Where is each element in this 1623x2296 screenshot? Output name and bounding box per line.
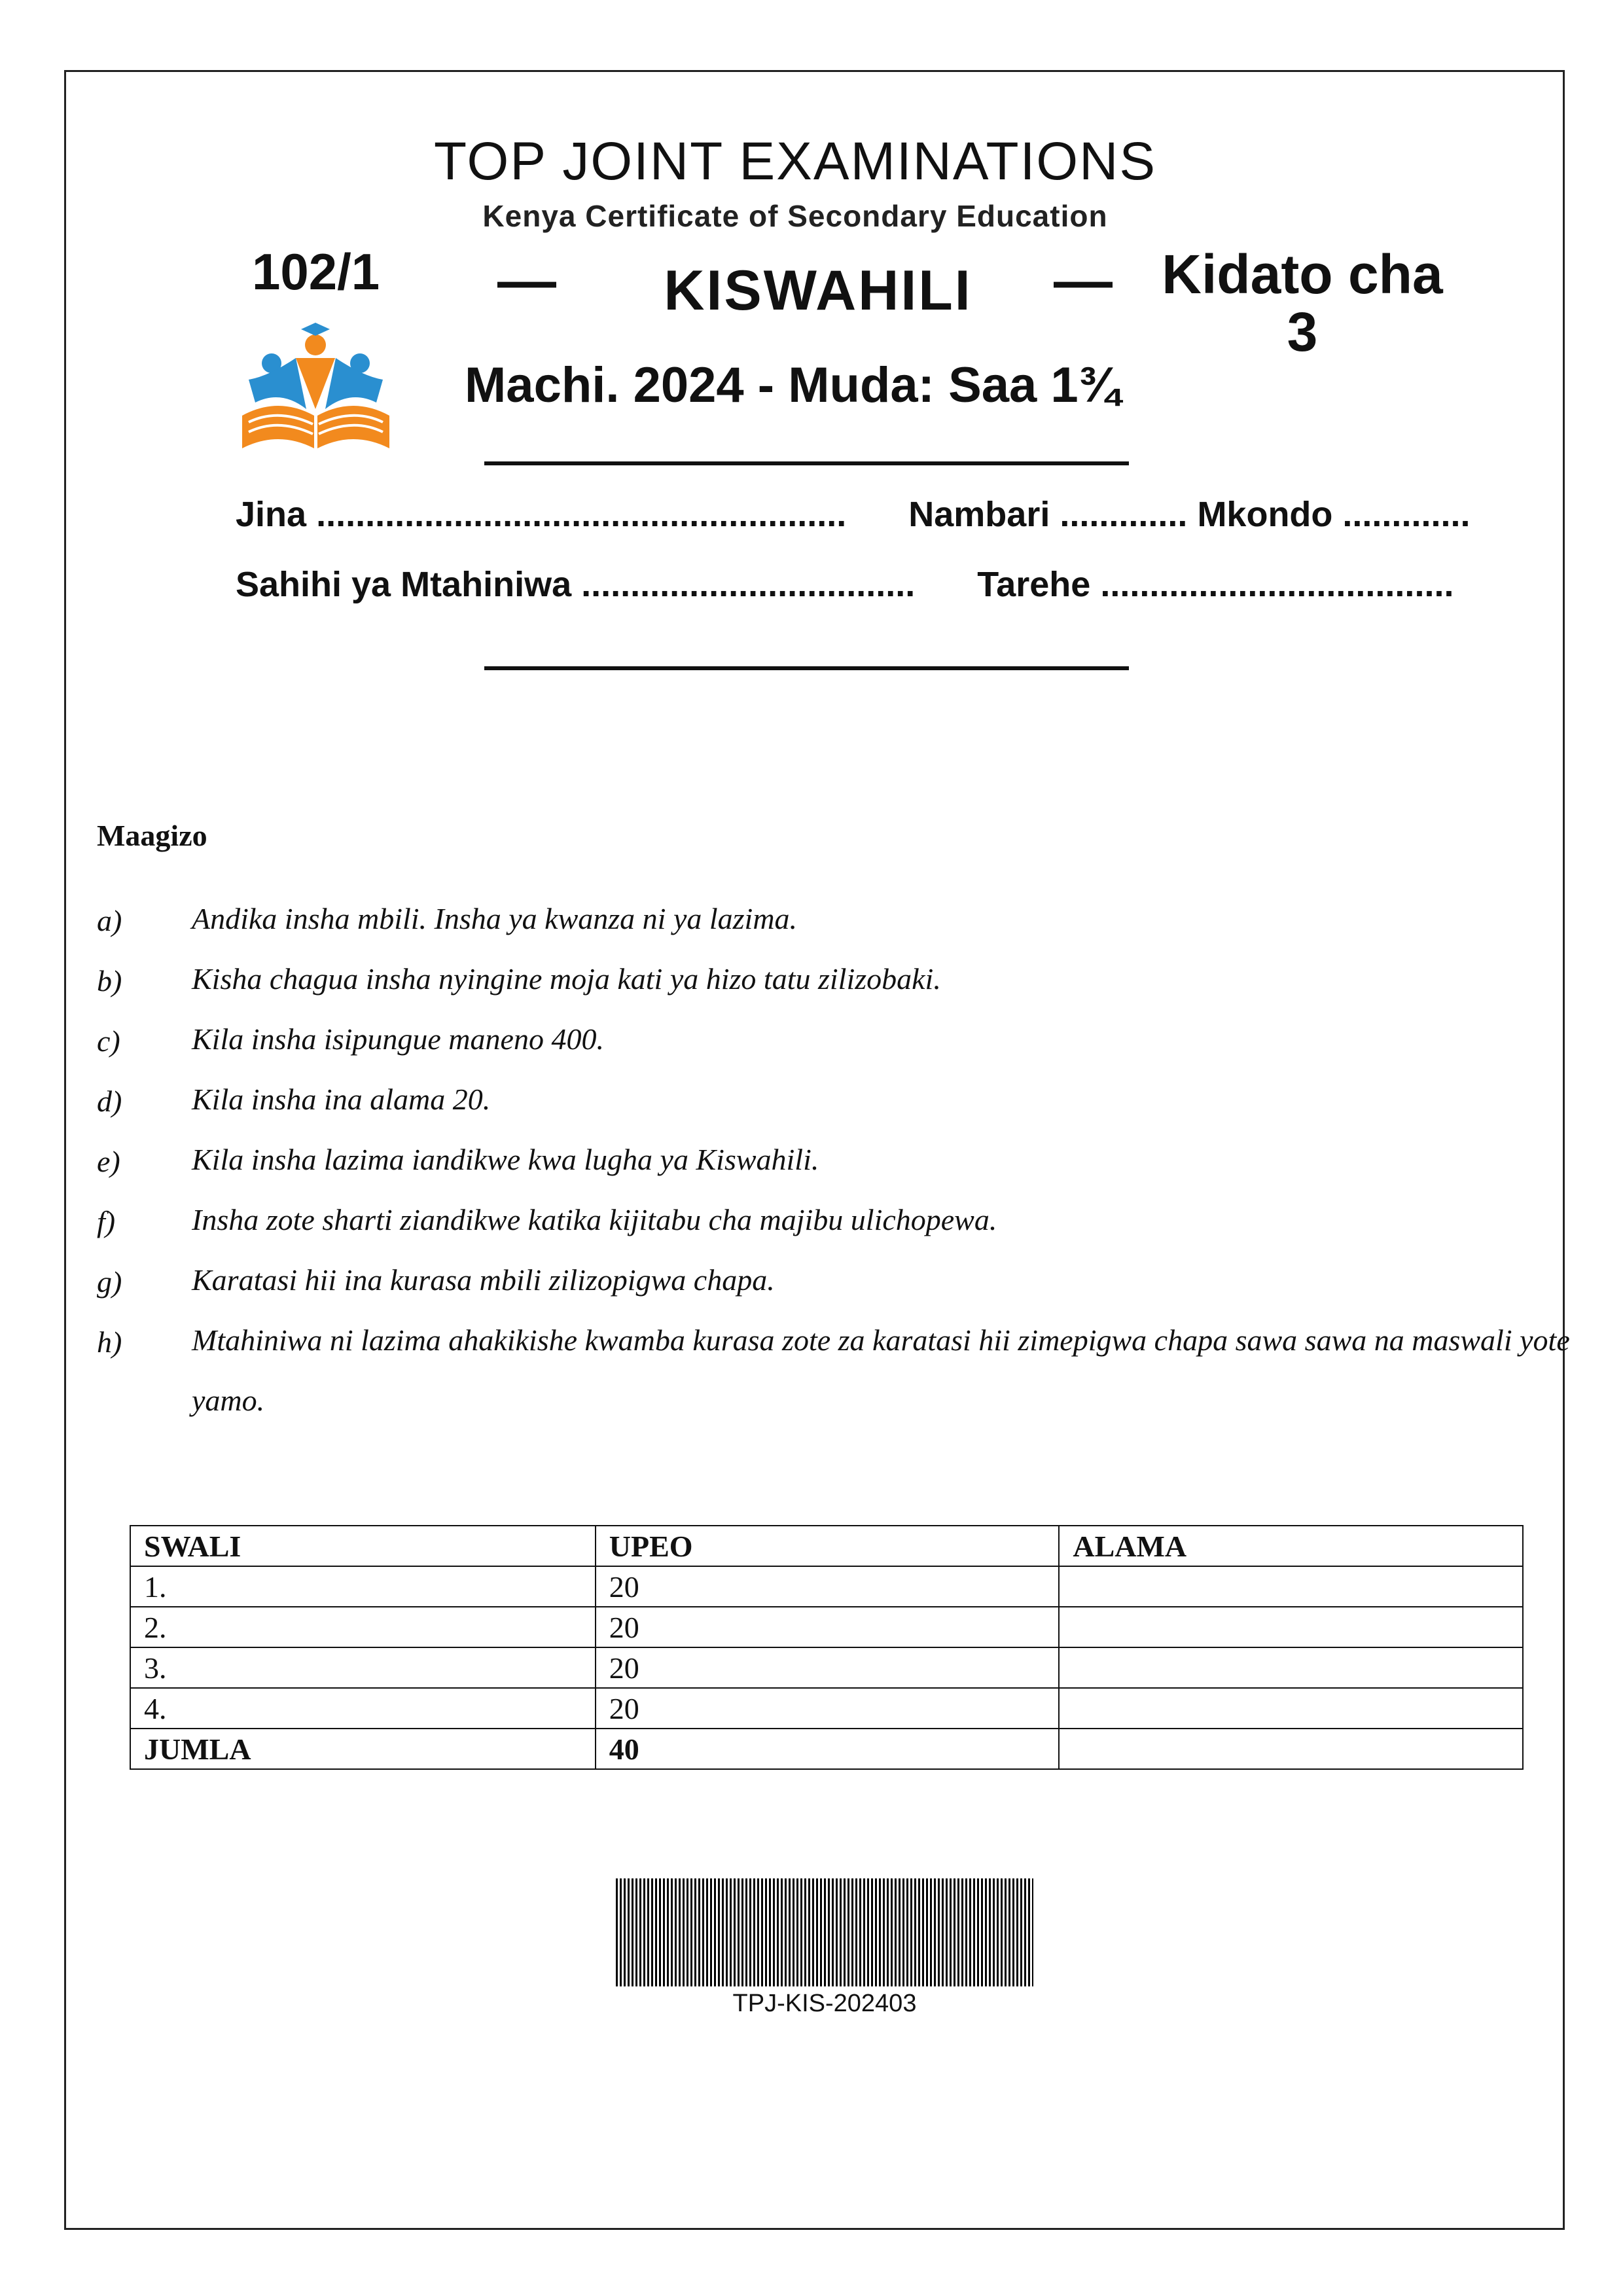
barcode-bar	[796, 1878, 798, 1986]
form-level-line1: Kidato cha	[1162, 243, 1443, 305]
header-divider-top	[484, 461, 1129, 465]
barcode-bar	[620, 1878, 622, 1986]
education-book-people-logo-icon	[236, 317, 396, 455]
instruction-text: Karatasi hii ina kurasa mbili zilizopigwa chapa.	[192, 1263, 775, 1297]
barcode-bar	[895, 1878, 897, 1986]
barcode-bar	[714, 1878, 716, 1986]
barcode-bar	[997, 1878, 999, 1986]
barcode-bar	[989, 1878, 991, 1986]
column-header-question: SWALI	[130, 1526, 596, 1566]
barcode-bar	[659, 1878, 661, 1986]
paper-code: 102/1	[252, 243, 380, 300]
total-label: JUMLA	[130, 1729, 596, 1769]
barcode-bar	[698, 1878, 700, 1986]
max-score: 20	[596, 1566, 1060, 1607]
date-field[interactable]: ....................................	[1100, 565, 1454, 604]
barcode-bar	[828, 1878, 830, 1986]
barcode-bar	[910, 1878, 912, 1986]
barcode-bar	[643, 1878, 645, 1986]
barcode-bar	[808, 1878, 810, 1986]
instruction-text: Kisha chagua insha nyingine moja kati ya hizo tatu zilizobaki.	[192, 962, 941, 996]
barcode-bar	[745, 1878, 747, 1986]
column-header-max: UPEO	[596, 1526, 1060, 1566]
barcode-bar	[824, 1878, 826, 1986]
barcode-bar	[855, 1878, 857, 1986]
column-header-score: ALAMA	[1059, 1526, 1523, 1566]
barcode-bar	[840, 1878, 842, 1986]
barcode-bar	[875, 1878, 877, 1986]
barcode-bar	[891, 1878, 893, 1986]
barcode-bar	[781, 1878, 783, 1986]
score-cell[interactable]	[1059, 1647, 1523, 1688]
barcode-bar	[906, 1878, 908, 1986]
barcode-bar	[836, 1878, 838, 1986]
barcode-bar	[785, 1878, 787, 1986]
barcode-bar	[734, 1878, 736, 1986]
barcode-bar	[773, 1878, 775, 1986]
max-score: 20	[596, 1688, 1060, 1729]
table-row	[130, 1566, 1523, 1607]
barcode-bar	[741, 1878, 743, 1986]
barcode-bar	[993, 1878, 995, 1986]
instruction-letter: h)	[97, 1325, 122, 1359]
name-label: Jina	[236, 495, 307, 534]
table-row	[130, 1647, 1523, 1688]
barcode-bar	[683, 1878, 685, 1986]
barcode-bar	[616, 1878, 618, 1986]
barcode-bar	[675, 1878, 677, 1986]
barcode-bar	[1032, 1878, 1033, 1986]
instruction-text: Insha zote sharti ziandikwe katika kijitabu cha majibu ulichopewa.	[192, 1203, 997, 1236]
barcode-bar	[922, 1878, 924, 1986]
barcode-bar	[883, 1878, 885, 1986]
barcode-graphic-icon	[612, 1878, 1037, 1986]
instruction-letter: d)	[97, 1085, 122, 1118]
candidate-fields-row-2	[236, 564, 1454, 605]
instruction-letter: e)	[97, 1145, 120, 1178]
barcode-bar	[749, 1878, 751, 1986]
barcode-bar	[973, 1878, 975, 1986]
barcode-text: TPJ-KIS-202403	[732, 1990, 917, 2017]
score-cell[interactable]	[1059, 1688, 1523, 1729]
barcode-bar	[863, 1878, 865, 1986]
barcode-bar	[726, 1878, 728, 1986]
barcode-bar	[847, 1878, 849, 1986]
dash-right: —	[1054, 248, 1113, 314]
instruction-letter: g)	[97, 1265, 122, 1299]
barcode-bar	[789, 1878, 791, 1986]
number-label: Nambari	[908, 495, 1050, 534]
barcode-bar	[655, 1878, 657, 1986]
stream-label: Mkondo	[1197, 495, 1333, 534]
barcode-bar	[871, 1878, 873, 1986]
table-row	[130, 1607, 1523, 1647]
barcode-bar	[800, 1878, 802, 1986]
question-number: 3.	[130, 1647, 596, 1688]
barcode-bar	[867, 1878, 869, 1986]
barcode-bar	[965, 1878, 967, 1986]
barcode-bar	[628, 1878, 630, 1986]
instruction-letter: c)	[97, 1024, 120, 1058]
barcode-bar	[679, 1878, 681, 1986]
barcode-bar	[687, 1878, 688, 1986]
barcode-bar	[887, 1878, 889, 1986]
question-number: 1.	[130, 1566, 596, 1607]
barcode-bar	[690, 1878, 692, 1986]
instruction-text: Kila insha lazima iandikwe kwa lugha ya Kiswahili.	[192, 1143, 819, 1176]
barcode-bar	[765, 1878, 767, 1986]
barcode-bar	[753, 1878, 755, 1986]
header-divider-bottom	[484, 666, 1129, 670]
barcode-bar	[1008, 1878, 1010, 1986]
barcode-bar	[914, 1878, 916, 1986]
question-number: 4.	[130, 1688, 596, 1729]
stream-field[interactable]: .............	[1342, 495, 1471, 534]
barcode-bar	[730, 1878, 732, 1986]
max-score: 20	[596, 1647, 1060, 1688]
barcode-bar	[777, 1878, 779, 1986]
barcode-bar	[950, 1878, 952, 1986]
barcode-bar	[718, 1878, 720, 1986]
barcode-bar	[918, 1878, 920, 1986]
instruction-letter: f)	[97, 1205, 116, 1238]
barcode-bar	[981, 1878, 983, 1986]
exam-date-duration: Machi. 2024 - Muda: Saa 1¾	[465, 357, 1120, 413]
score-table	[130, 1525, 1524, 1770]
barcode-bar	[1016, 1878, 1018, 1986]
barcode-bar	[1020, 1878, 1022, 1986]
instruction-letter: b)	[97, 964, 122, 997]
date-label: Tarehe	[977, 565, 1091, 604]
barcode-bar	[761, 1878, 763, 1986]
instruction-text: Andika insha mbili. Insha ya kwanza ni ya lazima.	[192, 902, 798, 935]
barcode-bar	[930, 1878, 932, 1986]
score-cell[interactable]	[1059, 1607, 1523, 1647]
barcode-bar	[769, 1878, 771, 1986]
candidate-fields-row-1	[236, 494, 1470, 535]
barcode-bar	[859, 1878, 861, 1986]
barcode-bar	[757, 1878, 759, 1986]
barcode-bar	[957, 1878, 959, 1986]
signature-field[interactable]: ..................................	[581, 565, 916, 604]
barcode-bar	[879, 1878, 881, 1986]
barcode-bar	[804, 1878, 806, 1986]
barcode-bar	[954, 1878, 955, 1986]
barcode-bar	[639, 1878, 641, 1986]
number-field[interactable]: .............	[1060, 495, 1188, 534]
barcode-bar	[1012, 1878, 1014, 1986]
barcode-bar	[851, 1878, 853, 1986]
total-score-cell[interactable]	[1059, 1729, 1523, 1769]
instruction-text: Kila insha isipungue maneno 400.	[192, 1022, 604, 1056]
name-field[interactable]: ......................................................	[316, 495, 847, 534]
barcode-bar	[632, 1878, 633, 1986]
barcode-bar	[816, 1878, 818, 1986]
table-header-row	[130, 1526, 1523, 1566]
max-score: 20	[596, 1607, 1060, 1647]
barcode-bar	[1001, 1878, 1003, 1986]
barcode-bar	[961, 1878, 963, 1986]
barcode-bar	[812, 1878, 814, 1986]
form-level	[1152, 245, 1453, 361]
barcode-bar	[793, 1878, 794, 1986]
instructions-heading: Maagizo	[97, 819, 207, 852]
org-subtitle: Kenya Certificate of Secondary Education	[482, 199, 1108, 233]
barcode-bar	[663, 1878, 665, 1986]
dash-left: —	[497, 248, 556, 314]
barcode-bar	[722, 1878, 724, 1986]
barcode-bar	[702, 1878, 704, 1986]
table-total-row	[130, 1729, 1523, 1769]
org-title: TOP JOINT EXAMINATIONS	[433, 132, 1157, 191]
barcode-bar	[938, 1878, 940, 1986]
table-row	[130, 1688, 1523, 1729]
signature-label: Sahihi ya Mtahiniwa	[236, 565, 572, 604]
barcode-bar	[977, 1878, 979, 1986]
barcode-bar	[667, 1878, 669, 1986]
barcode-bar	[647, 1878, 649, 1986]
instruction-letter: a)	[97, 904, 122, 937]
barcode-bar	[1024, 1878, 1026, 1986]
barcode-bar	[820, 1878, 822, 1986]
barcode-bar	[694, 1878, 696, 1986]
barcode-bar	[635, 1878, 637, 1986]
total-max: 40	[596, 1729, 1060, 1769]
barcode-bar	[844, 1878, 846, 1986]
barcode-bar	[902, 1878, 904, 1986]
barcode-bar	[926, 1878, 928, 1986]
form-level-line2: 3	[1287, 301, 1318, 363]
barcode-bar	[1005, 1878, 1007, 1986]
barcode-bar	[710, 1878, 712, 1986]
barcode-bar	[738, 1878, 740, 1986]
barcode-bar	[832, 1878, 834, 1986]
instruction-text: Mtahiniwa ni lazima ahakikishe kwamba kurasa zote za karatasi hii zimepigwa chapa sawa sawa na maswali yote yamo.	[192, 1323, 1570, 1417]
barcode-bar	[934, 1878, 936, 1986]
barcode-bar	[899, 1878, 901, 1986]
barcode-bar	[671, 1878, 673, 1986]
barcode-bar	[985, 1878, 987, 1986]
barcode-bar	[1028, 1878, 1030, 1986]
score-cell[interactable]	[1059, 1566, 1523, 1607]
instruction-text: Kila insha ina alama 20.	[192, 1083, 491, 1116]
barcode-bar	[651, 1878, 653, 1986]
barcode-bar	[946, 1878, 948, 1986]
barcode-bar	[706, 1878, 708, 1986]
subject-title: KISWAHILI	[664, 259, 972, 322]
question-number: 2.	[130, 1607, 596, 1647]
barcode-bar	[969, 1878, 971, 1986]
barcode-bar	[624, 1878, 626, 1986]
barcode-bar	[942, 1878, 944, 1986]
